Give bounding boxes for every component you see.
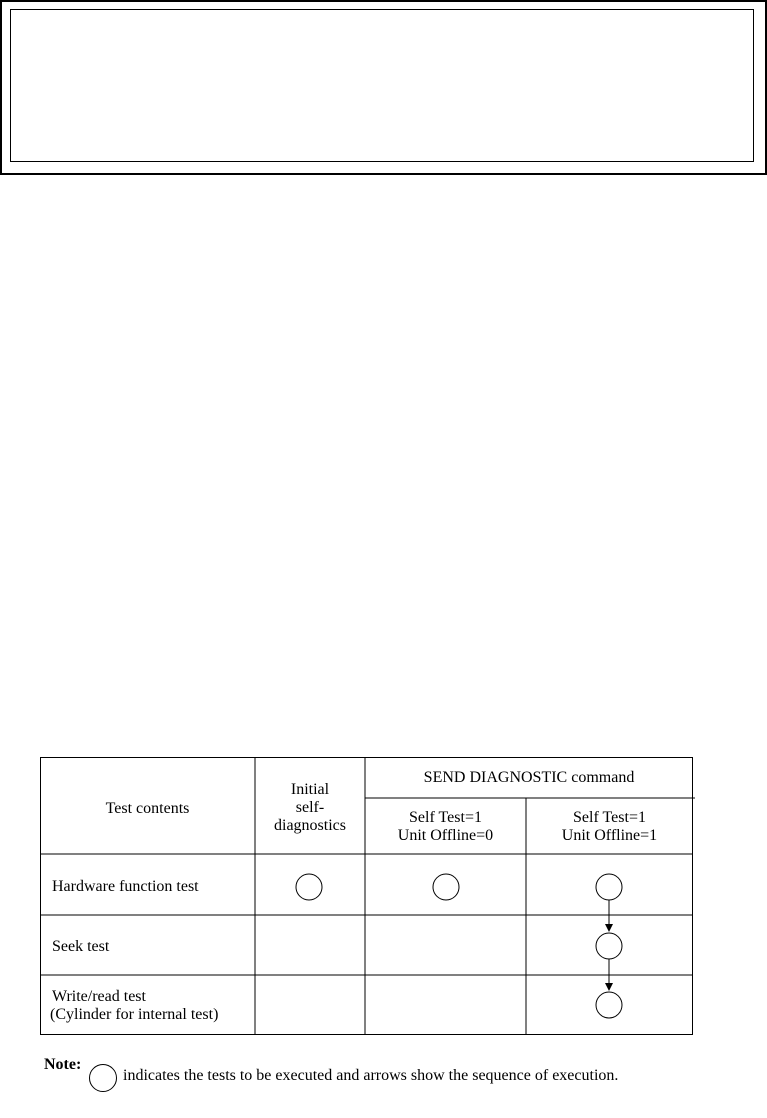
circle-icon: [89, 1064, 117, 1092]
row-label-writeread-line1: Write/read test: [52, 988, 146, 1005]
header-test-contents: Test contents: [105, 800, 190, 817]
row-label-seek: Seek test: [52, 938, 110, 955]
row-label-writeread-line2: (Cylinder for internal test): [50, 1006, 219, 1023]
header-col3-line2: Unit Offline=1: [561, 827, 658, 844]
header-initial-line3: diagnostics: [274, 817, 346, 834]
note-label: Note:: [44, 1056, 82, 1073]
header-col2-line1: Self Test=1: [409, 809, 482, 826]
header-col2-line2: Unit Offline=0: [397, 827, 494, 844]
header-send-diagnostic: SEND DIAGNOSTIC command: [423, 769, 635, 786]
header-initial-line2: self-: [295, 799, 325, 816]
circle-icon: [296, 874, 322, 900]
header-frame-inner: [10, 9, 754, 162]
header-col3-line1: Self Test=1: [573, 809, 646, 826]
circle-icon: [596, 992, 622, 1018]
circle-icon: [433, 874, 459, 900]
circle-icon: [596, 933, 622, 959]
header-initial-line1: Initial: [290, 781, 330, 798]
circle-icon: [596, 874, 622, 900]
diagnostics-table: [40, 757, 696, 1037]
row-label-hardware: Hardware function test: [52, 878, 199, 895]
note-legend-text: indicates the tests to be executed and arrows show the sequence of execution.: [123, 1067, 619, 1084]
